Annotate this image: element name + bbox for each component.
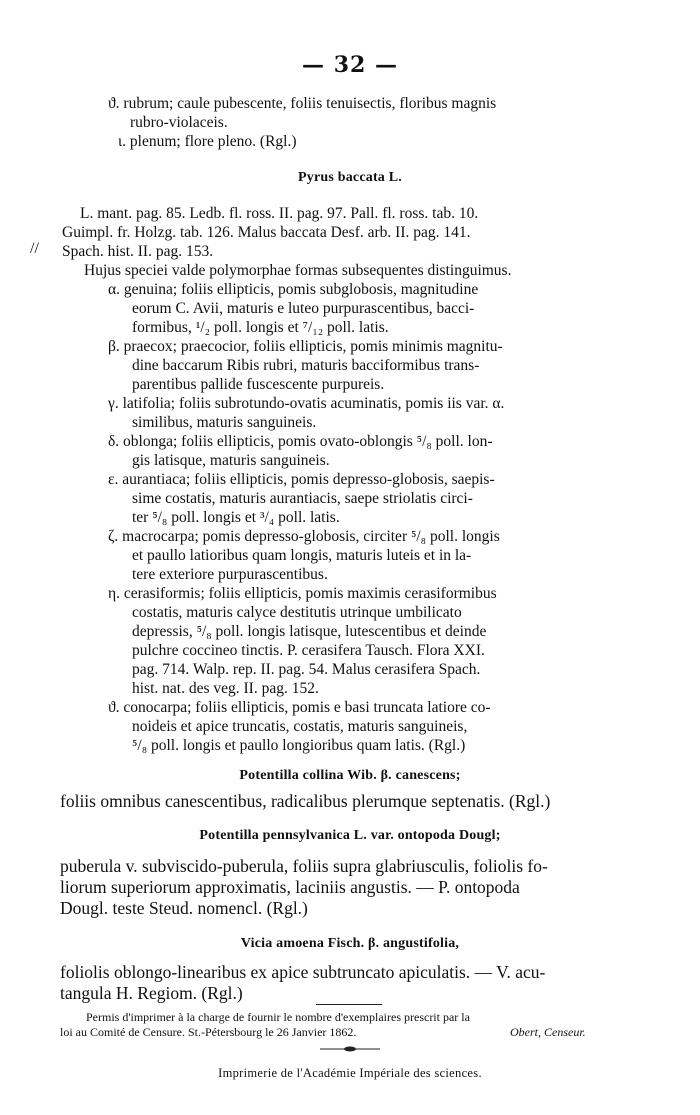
pyrus-line: tere exteriore purpurascentibus. [132, 566, 328, 583]
vicia-text: foliolis oblongo-linearibus ex apice subtruncato apiculatis. — V. acu- [60, 962, 546, 982]
variety-zeta: ζ. macrocarpa; pomis depresso-globosis, circiter ⁵/₈ poll. longis [108, 528, 500, 545]
pyrus-line: Hujus speciei valde polymorphae formas subsequentes distinguimus. [84, 262, 512, 279]
pyrus-line: eorum C. Avii, maturis e luteo purpurascentibus, bacci- [132, 300, 475, 317]
variety-delta: δ. oblonga; foliis ellipticis, pomis ovato-oblongis ⁵/₈ poll. lon- [108, 433, 493, 450]
pyrus-line: noideis et apice truncatis, costatis, maturis sanguineis, [132, 718, 468, 735]
pyrus-line: formibus, ¹/₂ poll. longis et ⁷/₁₂ poll. latis. [132, 319, 389, 336]
ornament-divider [320, 1046, 380, 1052]
pyrus-line: gis latisque, maturis sanguineis. [132, 452, 330, 469]
variety-gamma: γ. latifolia; foliis subrotundo-ovatis acuminatis, pomis iis var. α. [108, 395, 505, 412]
margin-mark: // [30, 240, 39, 257]
pyrus-line: depressis, ⁵/₈ poll. longis latisque, lutescentibus et deinde [132, 623, 487, 640]
heading-vicia-amoena: Vicia amoena Fisch. β. angustifolia, [240, 936, 460, 951]
heading-pyrus-baccata: Pyrus baccata L. [298, 170, 402, 185]
pyrus-line: parentibus pallide fuscescente purpureis. [132, 376, 385, 393]
pyrus-line: ter ⁵/₈ poll. longis et ³/₄ poll. latis. [132, 509, 340, 526]
variety-beta: β. praecox; praecocior, foliis ellipticis, pomis minimis magnitu- [108, 338, 503, 355]
permit-line: Permis d'imprimer à la charge de fournir le nombre d'exemplaires prescrit par la [86, 1010, 470, 1024]
line-rubrum-cont: rubro-violaceis. [130, 114, 228, 131]
pyrus-line: L. mant. pag. 85. Ledb. fl. ross. II. pag. 97. Pall. fl. ross. tab. 10. [80, 205, 479, 222]
pyrus-line: Guimpl. fr. Holzg. tab. 126. Malus baccata Desf. arb. II. pag. 141. [62, 224, 471, 241]
variety-theta: ϑ. conocarpa; foliis ellipticis, pomis e basi truncata latiore co- [108, 699, 491, 716]
heading-potentilla-pennsylvanica: Potentilla pennsylvanica L. var. ontopoda Dougl; [199, 828, 501, 843]
imprint-line: Imprimerie de l'Académie Impériale des sciences. [218, 1066, 482, 1080]
divider-rule [316, 1004, 382, 1005]
variety-epsilon: ε. aurantiaca; foliis ellipticis, pomis depresso-globosis, saepis- [108, 471, 495, 488]
pyrus-line: ⁵/₈ poll. longis et paullo longioribus quam latis. (Rgl.) [132, 737, 466, 754]
pyrus-line: costatis, maturis calyce destitutis utrinque umbilicato [132, 604, 462, 621]
potentilla-collina-text: foliis omnibus canescentibus, radicalibus plerumque septenatis. (Rgl.) [60, 791, 551, 811]
pyrus-line: hist. nat. des veg. II. pag. 152. [132, 680, 319, 697]
line-plenum: ι. plenum; flore pleno. (Rgl.) [118, 133, 297, 150]
pyrus-line: pag. 714. Walp. rep. II. pag. 54. Malus cerasifera Spach. [132, 661, 481, 678]
potentilla-pennsylvanica-text: liorum superiorum approximatis, laciniis angustis. — P. ontopoda [60, 877, 520, 897]
potentilla-pennsylvanica-text: puberula v. subviscido-puberula, foliis supra glabriusculis, foliolis fo- [60, 856, 548, 876]
pyrus-line: et paullo latioribus quam longis, maturis luteis et in la- [132, 547, 472, 564]
heading-potentilla-collina: Potentilla collina Wib. β. canescens; [239, 768, 461, 783]
variety-eta: η. cerasiformis; foliis ellipticis, pomis maximis cerasiformibus [108, 585, 497, 602]
pyrus-line: sime costatis, maturis aurantiacis, saepe striolatis circi- [132, 490, 473, 507]
censor-signature: Obert, Censeur. [510, 1025, 586, 1039]
pyrus-line: dine baccarum Ribis rubri, maturis bacciformibus trans- [132, 357, 480, 374]
variety-alpha: α. genuina; foliis ellipticis, pomis subglobosis, magnitudine [108, 281, 479, 298]
permit-line: loi au Comité de Censure. St.-Pétersbourg le 26 Janvier 1862. [60, 1025, 357, 1039]
line-rubrum: ϑ. rubrum; caule pubescente, foliis tenuisectis, floribus magnis [108, 95, 497, 112]
potentilla-pennsylvanica-text: Dougl. teste Steud. nomencl. (Rgl.) [60, 898, 308, 918]
pyrus-line: similibus, maturis sanguineis. [132, 414, 317, 431]
vicia-text: tangula H. Regiom. (Rgl.) [60, 983, 243, 1003]
pyrus-line: Spach. hist. II. pag. 153. [62, 243, 214, 260]
page-number: — 32 — [302, 52, 398, 78]
pyrus-line: pulchre coccineo tinctis. P. cerasifera Tausch. Flora XXI. [132, 642, 485, 659]
